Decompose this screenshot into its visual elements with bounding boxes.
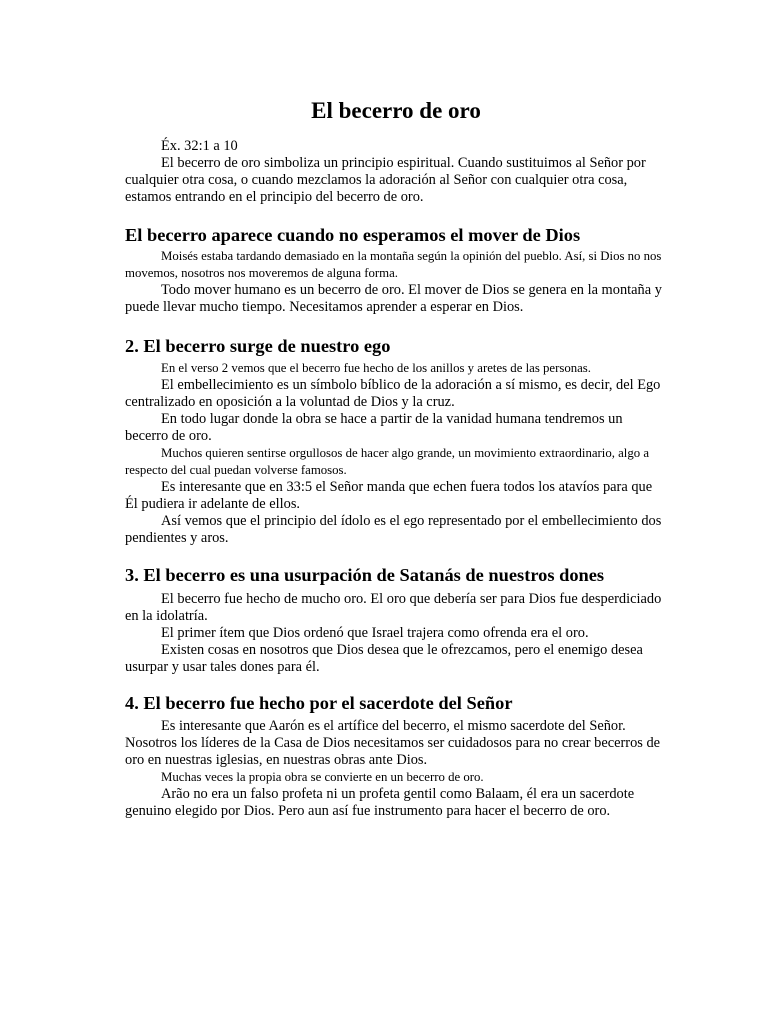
section-4-paragraph-1: Es interesante que Aarón es el artífice del becerro, el mismo sacerdote del Señor. Nosotros los líderes de la Casa de Dios necesitamos ser cuidadosos para no crear becerros de oro en nuestras iglesias, en nuestras obras ante Dios.	[125, 718, 661, 768]
document-title: El becerro de oro	[311, 98, 481, 123]
intro-paragraph: El becerro de oro simboliza un principio espiritual. Cuando sustituimos al Señor por cualquier otra cosa, o cuando mezclamos la adoración al Señor con cualquier otra cosa, estamos entrando en el principio del becerro de oro.	[125, 155, 646, 205]
section-4-paragraph-2: Muchas veces la propia obra se convierte en un becerro de oro.	[161, 770, 484, 784]
document-body	[125, 138, 665, 820]
section-2-heading: 2. El becerro surge de nuestro ego	[125, 336, 391, 356]
section-2-paragraph-2: El embellecimiento es un símbolo bíblico de la adoración a sí mismo, es decir, del Ego centralizado en oposición a la voluntad de Dios y la cruz.	[125, 377, 661, 410]
section-4-heading: 4. El becerro fue hecho por el sacerdote del Señor	[125, 693, 513, 713]
section-3-paragraph-1: El becerro fue hecho de mucho oro. El oro que debería ser para Dios fue desperdiciado en la idolatría.	[125, 591, 662, 624]
section-1-paragraph-2: Todo mover humano es un becerro de oro. El mover de Dios se genera en la montaña y puede llevar mucho tiempo. Necesitamos aprender a esperar en Dios.	[125, 282, 662, 315]
section-1-paragraph-1: Moisés estaba tardando demasiado en la montaña según la opinión del pueblo. Así, si Dios no nos movemos, nosotros nos moveremos de alguna forma.	[125, 249, 662, 280]
section-2-paragraph-3: En todo lugar donde la obra se hace a partir de la vanidad humana tendremos un becerro de oro.	[125, 411, 623, 444]
section-1-heading: El becerro aparece cuando no esperamos el mover de Dios	[125, 225, 581, 245]
section-3-heading: 3. El becerro es una usurpación de Satanás de nuestros dones	[125, 565, 605, 585]
section-2-paragraph-6: Así vemos que el principio del ídolo es el ego representado por el embellecimiento dos pendientes y aros.	[125, 513, 662, 546]
section-4-paragraph-3: Arão no era un falso profeta ni un profeta gentil como Balaam, él era un sacerdote genuino elegido por Dios. Pero aun así fue instrumento para hacer el becerro de oro.	[125, 786, 635, 819]
section-2-paragraph-1: En el verso 2 vemos que el becerro fue hecho de los anillos y aretes de las personas.	[161, 361, 591, 375]
section-2-paragraph-5: Es interesante que en 33:5 el Señor manda que echen fuera todos los atavíos para que Él pudiera ir adelante de ellos.	[125, 479, 653, 512]
section-3-paragraph-2: El primer ítem que Dios ordenó que Israel trajera como ofrenda era el oro.	[161, 625, 589, 641]
scripture-reference: Éx. 32:1 a 10	[161, 138, 238, 154]
section-2-paragraph-4: Muchos quieren sentirse orgullosos de hacer algo grande, un movimiento extraordinario, algo a respecto del cual puedan volverse famosos.	[125, 446, 650, 477]
section-3-paragraph-3: Existen cosas en nosotros que Dios desea que le ofrezcamos, pero el enemigo desea usurpar y usar tales dones para él.	[125, 642, 643, 675]
